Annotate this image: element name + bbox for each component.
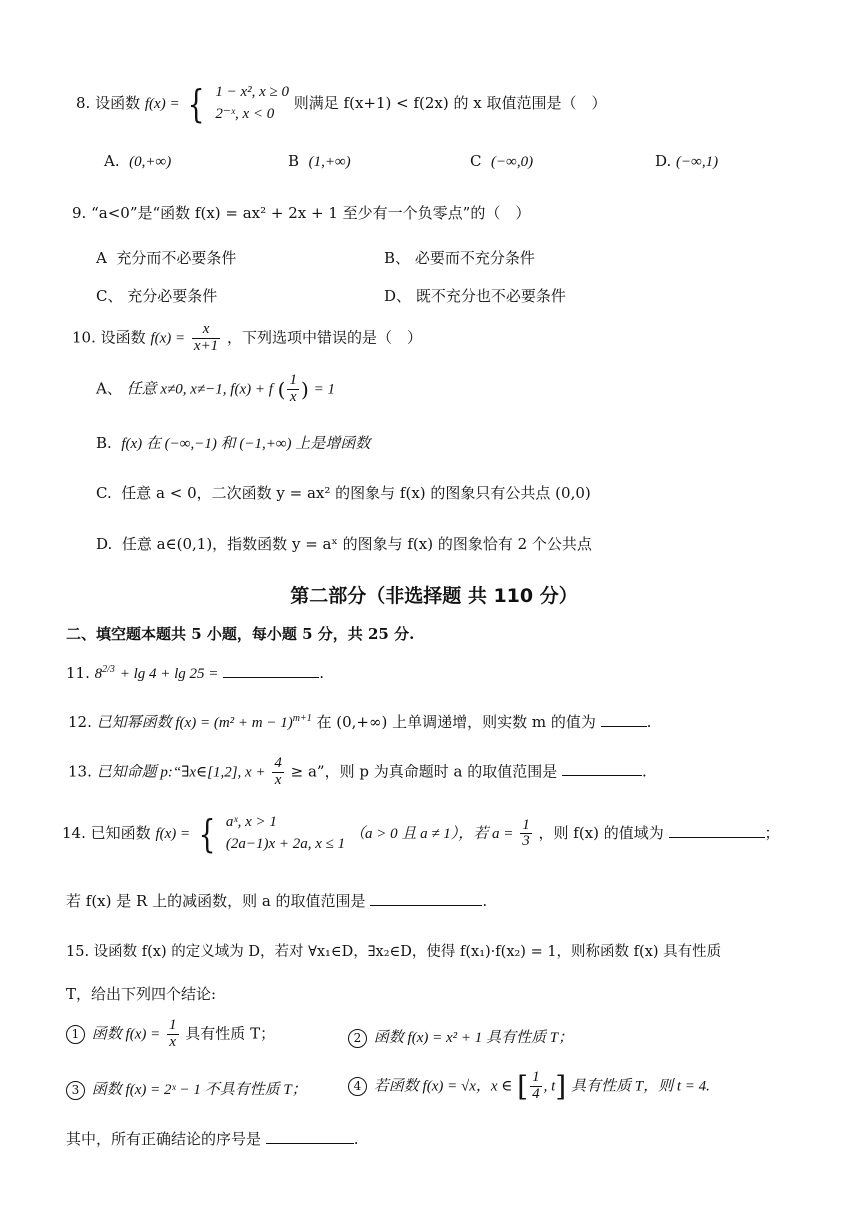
answer-blank[interactable]: [562, 761, 642, 776]
section-heading: 二、填空题本题共 5 小题，每小题 5 分，共 25 分.: [66, 625, 415, 643]
q15-conclusion-2: 2 函数 f(x) = x² + 1 具有性质 T；: [348, 1026, 573, 1048]
question-number: 13.: [68, 762, 92, 781]
q8-option-b: B (1,+∞): [288, 152, 351, 170]
fraction: $\frac{1}{x}$: [289, 372, 297, 405]
question-10-stem: 10. 设函数 f(x) = $\frac{x}{x+1}$ ，下列选项中错误的是（ ）: [72, 321, 422, 354]
q15-conclusion-1: 1 函数 f(x) = $\frac{1}{x}$ 具有性质 T；: [66, 1018, 275, 1051]
question-11: 11. $8^{2/3} + \lg 4 + \lg 25$ = .: [66, 664, 324, 682]
question-number: 9.: [72, 204, 87, 222]
q10-option-d: D. 任意 a∈(0,1)，指数函数 y = aˣ 的图象与 f(x) 的图象恰有 2 个公共点: [96, 535, 592, 553]
question-number: 10.: [72, 328, 96, 347]
question-number: 15.: [66, 944, 90, 960]
question-number: 12.: [68, 713, 92, 731]
q15-conclusion-3: 3 函数 f(x) = 2ˣ − 1 不具有性质 T；: [66, 1078, 307, 1100]
q10-option-c: C. 任意 a < 0，二次函数 y = ax² 的图象与 f(x) 的图象只有公共点 (0,0): [96, 484, 591, 502]
answer-blank[interactable]: [266, 1129, 354, 1144]
q9-option-b: B、 必要而不充分条件: [384, 249, 535, 267]
circled-number: 4: [348, 1077, 367, 1096]
question-15-stem: 15. 设函数 f(x) 的定义域为 D，若对 ∀x₁∈D，∃x₂∈D，使得 f(x₁)·f(x₂) = 1，则称函数 f(x) 具有性质: [66, 944, 722, 960]
fraction: $\frac{1}{3}$: [522, 816, 530, 850]
answer-blank[interactable]: [223, 663, 319, 678]
question-9-stem: 9. “a<0”是“函数 f(x) = ax² + 2x + 1 至少有一个负零点”的（ ）: [72, 204, 531, 222]
question-number: 8.: [76, 93, 91, 112]
q10-option-b: B. f(x) 在 (−∞,−1) 和 (−1,+∞) 上是增函数: [96, 434, 371, 452]
question-15-final: 其中，所有正确结论的序号是 .: [66, 1130, 359, 1148]
q9-option-a: A 充分而不必要条件: [96, 249, 237, 267]
section-title: 第二部分（非选择题 共 110 分）: [290, 585, 578, 607]
q15-conclusion-4: 4 若函数 f(x) = √x，x ∈ [ $\frac{1}{4}$ , t] 具有性质 T，则 t = 4.: [348, 1070, 710, 1103]
circled-number: 3: [66, 1081, 85, 1100]
fraction: $\frac{1}{4}$: [532, 1069, 540, 1102]
question-number: 14.: [62, 823, 86, 842]
circled-number: 1: [66, 1025, 85, 1044]
question-15-stem-line2: T，给出下列四个结论:: [66, 985, 217, 1003]
answer-blank[interactable]: [370, 891, 482, 906]
piecewise-brace: {: [187, 81, 205, 126]
q8-option-d: D. (−∞,1): [655, 152, 719, 170]
q9-option-d: D、 既不充分也不必要条件: [384, 287, 566, 305]
question-8-stem: 8. 设函数 f(x) = { 1 − x², x ≥ 0 2⁻ˣ, x < 0 则满足 f(x+1) < f(2x) 的 x 取值范围是（ ）: [76, 81, 607, 126]
answer-blank[interactable]: [669, 823, 765, 838]
question-14-part2: 若 f(x) 是 R 上的减函数，则 a 的取值范围是 .: [66, 892, 488, 910]
question-14: 14. 已知函数 f(x) = { aˣ, x > 1 (2a−1)x + 2a, x ≤ 1 （a > 0 且 a ≠ 1），若 a = $\frac{1}{3}$ ，则 f(x) 的值域为 ；: [62, 811, 780, 856]
answer-blank[interactable]: [601, 712, 647, 727]
piecewise-brace: {: [198, 811, 216, 856]
q10-option-a: A、 任意 x≠0, x≠−1, f(x) + f ( $\frac{1}{x}$ ) = 1: [96, 372, 335, 405]
q8-option-c: C (−∞,0): [470, 152, 534, 170]
piecewise-cases: 1 − x², x ≥ 0 2⁻ˣ, x < 0: [215, 84, 289, 122]
piecewise-cases: aˣ, x > 1 (2a−1)x + 2a, x ≤ 1: [225, 814, 346, 852]
fraction: $\frac{1}{x}$: [169, 1017, 177, 1050]
q8-option-a: A. (0,+∞): [104, 152, 172, 170]
fraction: $\frac{x}{x+1}$: [193, 321, 219, 354]
fraction: $\frac{4}{x}$: [274, 755, 282, 788]
question-12: 12. 已知幂函数 $f(x) = (m^2 + m - 1)^{m+1}$ 在 (0,+∞) 上单调递增，则实数 m 的值为 .: [68, 713, 652, 731]
question-13: 13. 已知命题 p:“∃x∈[1,2], x + $\frac{4}{x}$ ≥ a”，则 p 为真命题时 a 的取值范围是 .: [68, 755, 647, 788]
question-number: 11.: [66, 664, 90, 682]
circled-number: 2: [348, 1029, 367, 1048]
q9-option-c: C、 充分必要条件: [96, 287, 218, 305]
